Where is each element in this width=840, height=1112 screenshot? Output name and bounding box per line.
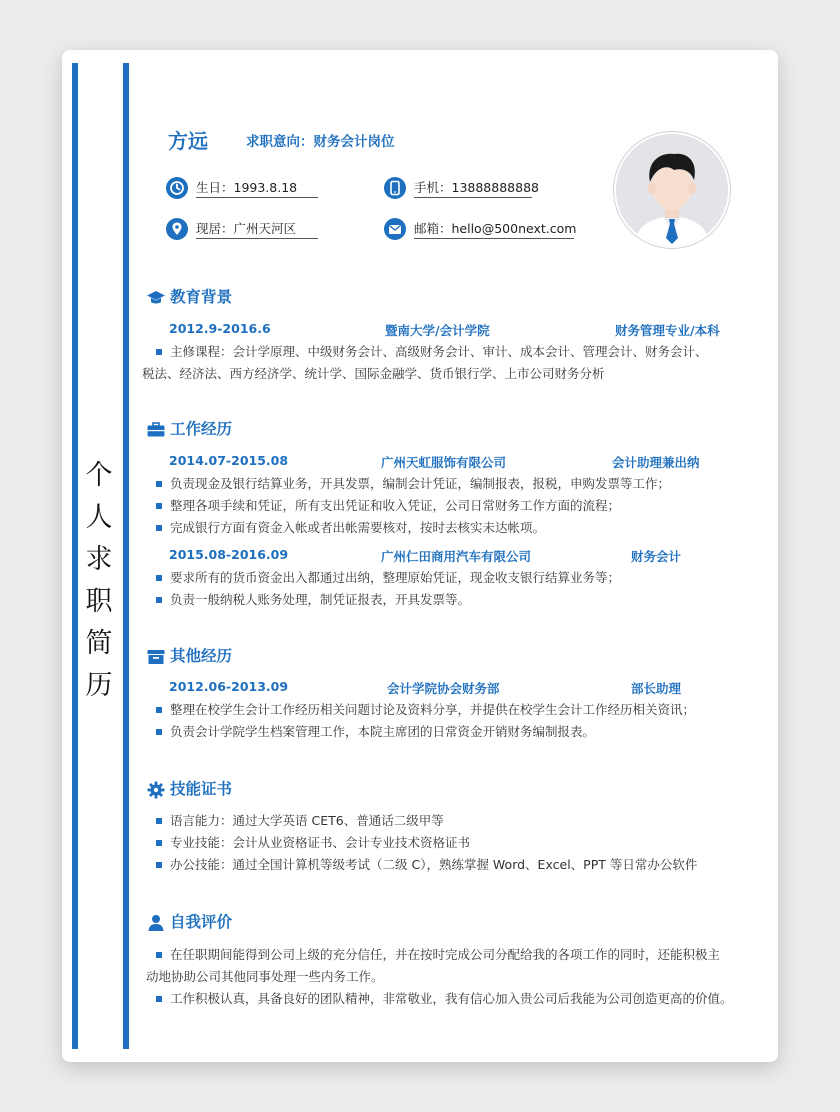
course-text (142, 341, 746, 385)
bullet-dot (156, 575, 162, 581)
resume-page (62, 50, 778, 1062)
bullet-dot (156, 952, 162, 958)
gear-icon (146, 780, 166, 804)
bullet-text: 整理各项手续和凭证，所有支出凭证和收入凭证，公司日常财务工作方面的流程； (170, 498, 621, 513)
birth-text: 生日：1993.8.18 (196, 180, 318, 198)
entry-org: 广州天虹服饰有限公司 (381, 455, 507, 470)
section-title: 技能证书 (170, 780, 233, 798)
vertical-title (76, 455, 122, 707)
bullet-dot (156, 996, 162, 1002)
graduation-cap-icon (146, 288, 166, 312)
entry-role: 部长助理 (631, 681, 682, 696)
entry-date: 2015.08-2016.09 (169, 547, 289, 562)
entry-date: 2012.06-2013.09 (169, 679, 289, 694)
list-item (156, 473, 746, 495)
list-item (156, 699, 746, 721)
entry-date: 2014.07-2015.08 (169, 453, 289, 468)
section-title: 其他经历 (170, 647, 233, 665)
bullet-dot (156, 503, 162, 509)
list-item (156, 810, 746, 832)
entry-org: 会计学院协会财务部 (387, 681, 500, 696)
work-entry-1 (169, 453, 729, 471)
phone-text: 手机：13888888888 (414, 180, 532, 198)
bullet-text: 语言能力：通过大学英语 CET6、普通话二级甲等 (170, 813, 444, 828)
list-item (156, 721, 746, 743)
vertical-title-char: 求 (85, 544, 113, 575)
work-entry-2 (169, 547, 729, 565)
job-intent: 求职意向：财务会计岗位 (246, 134, 395, 150)
list-item (156, 517, 746, 539)
entry-date: 2012.9-2016.6 (169, 321, 271, 336)
entry-role: 财务管理专业/本科 (615, 323, 720, 338)
vertical-title-char: 人 (85, 502, 113, 533)
entry-org: 广州仁田商用汽车有限公司 (381, 549, 532, 564)
entry-role: 会计助理兼出纳 (612, 455, 700, 470)
vertical-title-char: 职 (85, 586, 113, 617)
paragraph-line: 在任职期间能得到公司上级的充分信任，并在按时完成公司分配给我的各项工作的同时，还能积极主 (170, 947, 721, 962)
bullet-dot (156, 818, 162, 824)
work-1-bullets (156, 473, 746, 539)
list-item (156, 832, 746, 854)
section-title: 自我评价 (170, 913, 233, 931)
bullet-text: 负责会计学院学生档案管理工作，本院主席团的日常资金开销财务编制报表。 (170, 724, 596, 739)
bullet-text: 要求所有的货币资金出入都通过出纳，整理原始凭证，现金收支银行结算业务等； (170, 570, 621, 585)
bullet-text: 负责现金及银行结算业务，开具发票，编制会计凭证，编制报表，报税，申购发票等工作； (170, 476, 671, 491)
list-item (156, 854, 746, 876)
bullet-text: 办公技能：通过全国计算机等级考试（二级 C），熟练掌握 Word、Excel、PPT 等日常办公软件 (170, 857, 698, 872)
location-icon (166, 218, 188, 240)
bullet-text: 完成银行方面有资金入帐或者出帐需要核对，按时去核实未达帐项。 (170, 520, 546, 535)
bullet-dot (156, 840, 162, 846)
entry-role: 财务会计 (631, 549, 682, 564)
bullet-dot (156, 707, 162, 713)
archive-icon (146, 647, 166, 671)
other-entry (169, 679, 729, 697)
bullet-text: 负责一般纳税人账务处理，制凭证报表，开具发票等。 (170, 592, 471, 607)
bullet-dot (156, 525, 162, 531)
bullet-dot (156, 349, 162, 355)
mail-icon (384, 218, 406, 240)
email-text: 邮箱：hello@500next.com (414, 221, 574, 239)
applicant-name: 方远 (168, 129, 208, 153)
bullet-dot (156, 481, 162, 487)
skills-bullets (156, 810, 746, 876)
avatar (614, 132, 730, 248)
list-item (156, 567, 746, 589)
phone-icon (384, 177, 406, 199)
entry-org: 暨南大学/会计学院 (385, 323, 490, 338)
vertical-title-char: 历 (85, 670, 113, 701)
self-eval-text (146, 944, 746, 1010)
briefcase-icon (146, 420, 166, 444)
other-bullets (156, 699, 746, 743)
education-entry (169, 321, 729, 339)
list-item (156, 495, 746, 517)
list-item (156, 589, 746, 611)
bullet-dot (156, 862, 162, 868)
bullet-text: 专业技能：会计从业资格证书、会计专业技术资格证书 (170, 835, 471, 850)
clock-icon (166, 177, 188, 199)
bullet-text: 整理在校学生会计工作经历相关问题讨论及资料分享，并提供在校学生会计工作经历相关资讯； (170, 702, 696, 717)
vertical-title-char: 简 (85, 628, 113, 659)
paragraph-line: 工作积极认真，具备良好的团队精神，非常敬业，我有信心加入贵公司后我能为公司创造更高的价值。 (170, 991, 733, 1006)
inner-accent-bar (123, 63, 129, 1049)
paragraph-line: 动地协助公司其他同事处理一些内务工作。 (146, 969, 384, 984)
bullet-dot (156, 597, 162, 603)
section-title: 工作经历 (170, 420, 233, 438)
residence-text: 现居：广州天河区 (196, 221, 318, 239)
vertical-title-char: 个 (85, 460, 113, 491)
course-line: 税法、经济法、西方经济学、统计学、国际金融学、货币银行学、上市公司财务分析 (142, 366, 605, 381)
section-title: 教育背景 (170, 288, 233, 306)
person-icon (146, 913, 166, 937)
work-2-bullets (156, 567, 746, 611)
bullet-dot (156, 729, 162, 735)
course-line: 主修课程：会计学原理、中级财务会计、高级财务会计、审计、成本会计、管理会计、财务会计、 (170, 344, 708, 359)
